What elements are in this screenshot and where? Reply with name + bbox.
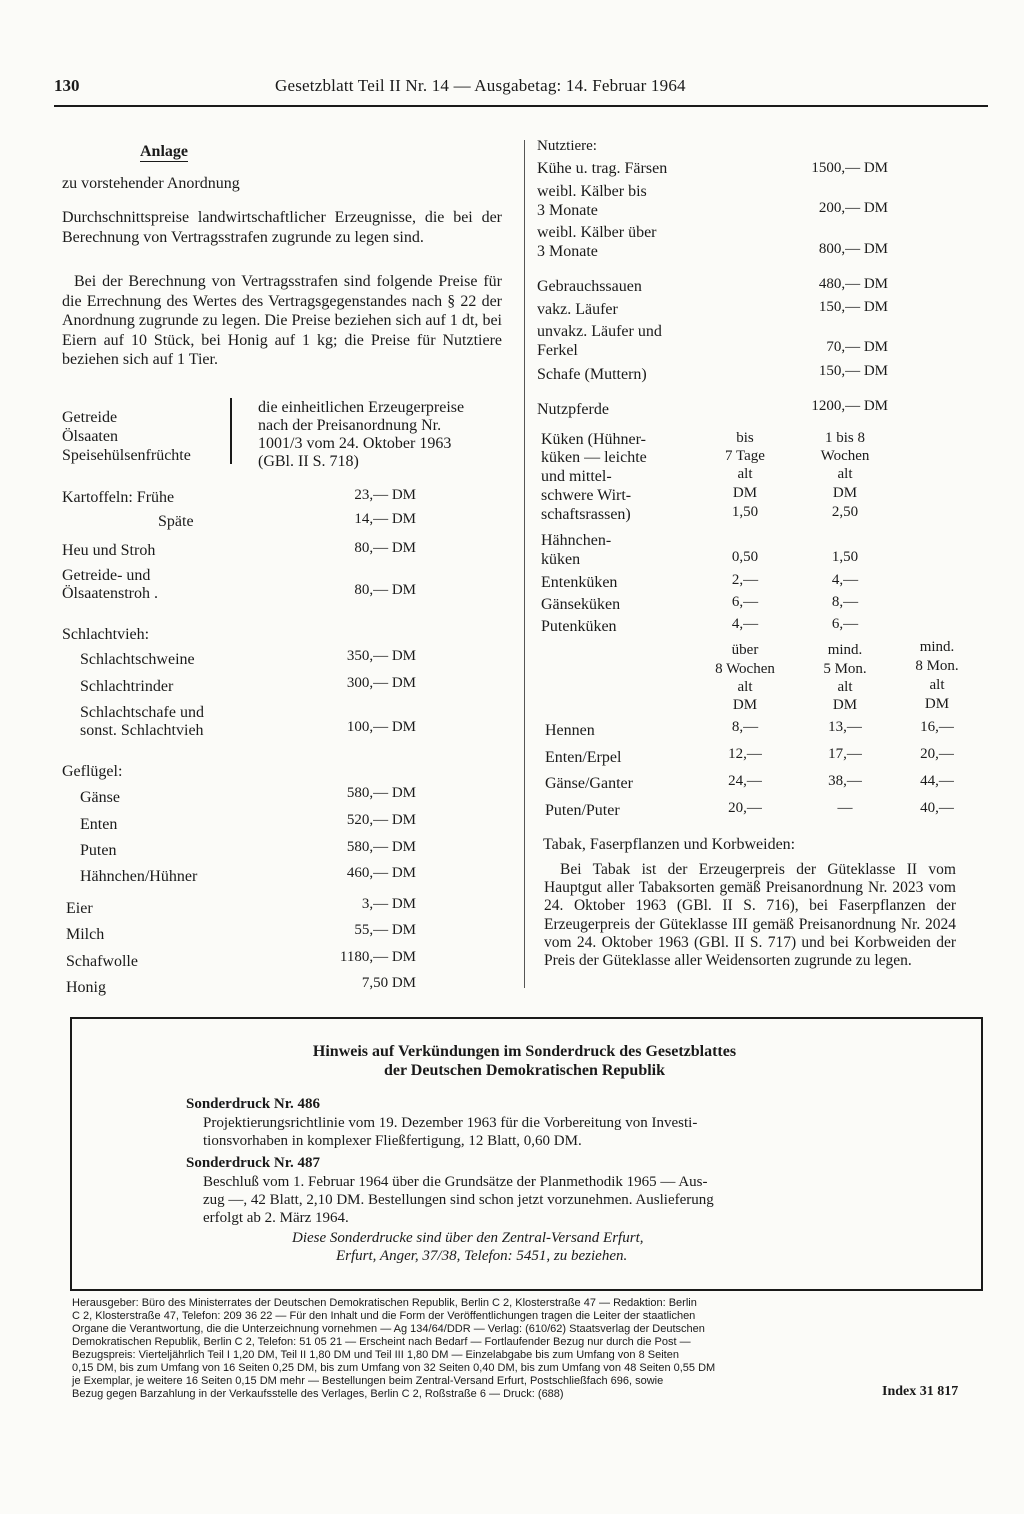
price-value: 1180,— DM: [339, 949, 416, 965]
kueken-label: schwere Wirt-: [541, 487, 632, 504]
imprint-line: Demokratischen Republik, Berlin C 2, Telefon: 51 05 21 — Erscheint nach Bedarf — Fortlaufender Bezug nur durch die Post —: [72, 1336, 691, 1348]
price-label: Kartoffeln: Frühe: [62, 489, 175, 506]
price-value: 1500,— DM: [811, 160, 888, 176]
price-label: Gebrauchssauen: [537, 278, 642, 295]
price-label: küken: [541, 551, 581, 568]
price-label: Puten: [80, 842, 117, 859]
price-value: 80,— DM: [354, 582, 416, 598]
price-value: 12,—: [728, 746, 762, 762]
price-label: sonst. Schlachtvieh: [80, 722, 204, 739]
index-number: Index 31 817: [882, 1384, 959, 1399]
price-value: 6,—: [831, 616, 859, 632]
bracket-item: Getreide: [62, 409, 118, 426]
bracket-item: Speisehülsenfrüchte: [62, 447, 191, 464]
price-value: 2,50: [831, 504, 859, 520]
price-value: 1,50: [731, 504, 759, 520]
sonderdruck-text: erfolgt ab 2. März 1964.: [203, 1210, 349, 1226]
price-value: 44,—: [920, 773, 954, 789]
notice-title: der Deutschen Demokratischen Republik: [383, 1062, 666, 1079]
price-label: Kühe u. trag. Färsen: [537, 160, 668, 177]
price-value: 4,—: [731, 616, 759, 632]
price-value: 20,—: [728, 800, 762, 816]
tabak-paragraph: Bei Tabak ist der Erzeugerpreis der Güteklasse II vom Hauptgut aller Tabaksorten gemäß Preisanordnung Nr. 2023 vom 24. Oktober 1963 (GBl. II S. 716), bei Faserpflanzen der Erzeugerpreis der Güteklasse III gemäß Preisanordnung Nr. 2024 vom 24. Oktober 1963 (GBl. II S. 717) und bei Korbweiden der Preis der Güteklasse aller Weidensorten zugrunde zu legen.: [544, 861, 956, 970]
page-header-title: Gesetzblatt Teil II Nr. 14 — Ausgabetag: 14. Februar 1964: [275, 76, 686, 95]
price-value: 520,— DM: [346, 812, 416, 828]
section-label: Tabak, Faserpflanzen und Korbweiden:: [543, 836, 796, 853]
column-head: DM: [732, 697, 758, 713]
price-value: 40,—: [920, 800, 954, 816]
notice-closing: Erfurt, Anger, 37/38, Telefon: 5451, zu beziehen.: [336, 1248, 628, 1264]
price-label: Getreide- und: [62, 567, 151, 584]
price-value: 7,50 DM: [361, 975, 416, 991]
imprint-line: C 2, Klosterstraße 47, Telefon: 209 36 22 — Für den Inhalt und die Form der Veröffentlichungen tragen die Leiter der staatlichen: [72, 1310, 696, 1322]
price-value: 17,—: [828, 746, 862, 762]
price-label: 3 Monate: [537, 202, 598, 219]
anlage-subtitle: zu vorstehender Anordnung: [62, 175, 240, 192]
price-value: 0,50: [731, 549, 759, 565]
price-value: 8,—: [831, 594, 859, 610]
price-value: 38,—: [828, 773, 862, 789]
sonderdruck-heading: Sonderdruck Nr. 486: [186, 1096, 321, 1112]
price-label: Enten/Erpel: [545, 749, 622, 766]
column-head: 7 Tage: [725, 448, 765, 464]
price-label: Gänse/Ganter: [545, 775, 633, 792]
price-label: Hähnchen-: [541, 532, 612, 549]
price-value: 580,— DM: [346, 785, 416, 801]
imprint-line: Organe die Verantwortung, die die Unterzeichnung vornehmen — Ag 134/64/DDR — Verlag: (610/62) Staatsverlag der Deutschen: [72, 1323, 705, 1335]
column-head: mind.: [827, 642, 863, 658]
section-label: Schlachtvieh:: [62, 626, 150, 643]
anlage-heading: Anlage: [140, 143, 188, 160]
price-value: 23,— DM: [354, 487, 416, 503]
sonderdruck-text: Projektierungsrichtlinie vom 19. Dezember 1963 für die Vorbereitung von Investi-: [203, 1115, 698, 1131]
price-label: Putenküken: [541, 618, 617, 635]
page-number: 130: [54, 76, 80, 95]
section-label: Geflügel:: [62, 763, 123, 780]
price-label: Ferkel: [537, 342, 578, 359]
price-value: 70,— DM: [826, 339, 888, 355]
column-head: DM: [832, 485, 858, 501]
price-value: 100,— DM: [346, 719, 416, 735]
kueken-label: küken — leichte: [541, 449, 647, 466]
sonderdruck-text: zug —, 42 Blatt, 2,10 DM. Bestellungen sind schon jetzt vorzunehmen. Auslieferung: [203, 1192, 714, 1208]
kueken-label: Küken (Hühner-: [541, 431, 646, 448]
column-head: alt: [929, 677, 945, 693]
price-value: 580,— DM: [346, 839, 416, 855]
column-head: 1 bis 8: [824, 430, 865, 446]
price-label: Schlachtschafe und: [80, 704, 204, 721]
price-value: 300,— DM: [346, 675, 416, 691]
bracket-note-line: 1001/3 vom 24. Oktober 1963: [258, 435, 452, 452]
column-head: alt: [837, 466, 853, 482]
column-head: alt: [737, 679, 753, 695]
price-value: 80,— DM: [354, 540, 416, 556]
column-divider: [524, 140, 525, 988]
intro-paragraph: Durchschnittspreise landwirtschaftlicher Erzeugnisse, die bei der Berechnung von Vertragsstrafen zugrunde zu legen sind.: [62, 209, 502, 246]
imprint-line: 0,15 DM, bis zum Umfang von 16 Seiten 0,25 DM, bis zum Umfang von 32 Seiten 0,40 DM, bis zum Umfang von 48 Seiten 0,55 DM: [72, 1362, 716, 1374]
price-value: 150,— DM: [818, 299, 888, 315]
price-value: 24,—: [728, 773, 762, 789]
column-head: alt: [737, 466, 753, 482]
bracket-note-line: (GBl. II S. 718): [258, 453, 359, 470]
price-value: 16,—: [920, 719, 954, 735]
price-value: 480,— DM: [818, 276, 888, 292]
imprint-line: Bezug gegen Barzahlung in der Verkaufsstelle des Verlages, Berlin C 2, Roßstraße 6 — Druck: (688): [72, 1388, 564, 1400]
price-value: 3,— DM: [361, 896, 416, 912]
price-value: 2,—: [731, 572, 759, 588]
rules-paragraph: Bei der Berechnung von Vertragsstrafen sind folgende Preise für die Errechnung des Wertes des Vertragsgegenstandes nach § 22 der Anordnung zugrunde zu legen. Die Preise beziehen sich auf 1 dt, bei Eiern auf 10 Stück, bei Honig auf 1 kg; die Preise für Nutztiere beziehen sich auf 1 Tier.: [62, 273, 502, 368]
imprint-line: je Exemplar, je weitere 16 Seiten 0,15 DM mehr — Bestellungen beim Zentral-Versand Erfurt, Postschließfach 696, sowie: [72, 1375, 664, 1387]
price-label: Nutzpferde: [537, 401, 609, 418]
bracket-note-line: nach der Preisanordnung Nr.: [258, 417, 442, 434]
column-head: über: [731, 642, 759, 658]
column-head: 8 Wochen: [715, 661, 775, 677]
bracket-note-line: die einheitlichen Erzeugerpreise: [258, 399, 465, 416]
notice-title: Hinweis auf Verkündungen im Sonderdruck des Gesetzblattes: [312, 1043, 737, 1060]
price-label: vakz. Läufer: [537, 301, 618, 318]
price-value: 1,50: [831, 549, 859, 565]
price-label: Schlachtrinder: [80, 678, 174, 695]
price-value: 20,—: [920, 746, 954, 762]
price-value: 350,— DM: [346, 648, 416, 664]
price-value: 200,— DM: [818, 200, 888, 216]
price-label: Gänse: [80, 789, 120, 806]
brace: [222, 398, 232, 464]
column-head: mind.: [919, 639, 955, 655]
price-label: Heu und Stroh: [62, 542, 156, 559]
price-value: 55,— DM: [354, 922, 416, 938]
price-label: Schafwolle: [66, 953, 138, 970]
sonderdruck-text: Beschluß vom 1. Februar 1964 über die Grundsätze der Planmethodik 1965 — Aus-: [203, 1174, 708, 1190]
price-value: 13,—: [828, 719, 862, 735]
price-value: 14,— DM: [354, 511, 416, 527]
kueken-label: und mittel-: [541, 468, 612, 485]
price-label: 3 Monate: [537, 243, 598, 260]
header-rule: [54, 105, 988, 107]
column-head: DM: [924, 696, 950, 712]
price-label: Eier: [66, 900, 93, 917]
price-value: —: [837, 800, 853, 816]
bracket-item: Ölsaaten: [62, 428, 118, 445]
column-head: DM: [832, 697, 858, 713]
price-value: 800,— DM: [818, 241, 888, 257]
price-value: 1200,— DM: [811, 398, 888, 414]
price-label: Hennen: [545, 722, 595, 739]
price-value: 8,—: [731, 719, 759, 735]
price-value: 460,— DM: [346, 865, 416, 881]
price-label: Entenküken: [541, 574, 618, 591]
imprint-line: Bezugspreis: Vierteljährlich Teil I 1,20 DM, Teil II 1,80 DM und Teil III 1,80 DM — Einzelabgabe bis zum Umfang von 8 Seiten: [72, 1349, 679, 1361]
section-label: Nutztiere:: [537, 138, 597, 154]
price-label: Hähnchen/Hühner: [80, 868, 198, 885]
column-head: alt: [837, 679, 853, 695]
price-label: weibl. Kälber bis: [537, 183, 647, 200]
price-label: Puten/Puter: [545, 802, 620, 819]
price-label: Schlachtschweine: [80, 651, 195, 668]
column-head: Wochen: [820, 448, 870, 464]
price-label: unvakz. Läufer und: [537, 323, 662, 340]
imprint-line: Herausgeber: Büro des Ministerrates der Deutschen Demokratischen Republik, Berlin C 2, Klosterstraße 47 — Redaktion: Berlin: [72, 1297, 697, 1309]
price-label: Ölsaatenstroh .: [62, 585, 158, 602]
price-value: 4,—: [831, 572, 859, 588]
price-label: Gänseküken: [541, 596, 621, 613]
sonderdruck-text: tionsvorhaben in komplexer Fließfertigung, 12 Blatt, 0,60 DM.: [203, 1133, 582, 1149]
price-label: Milch: [66, 926, 105, 943]
price-label: Honig: [66, 979, 106, 996]
kueken-label: schaftsrassen): [541, 506, 631, 523]
column-head: 5 Mon.: [823, 661, 867, 677]
price-label: Enten: [80, 816, 118, 833]
sonderdruck-heading: Sonderdruck Nr. 487: [186, 1155, 321, 1171]
column-head: DM: [732, 485, 758, 501]
price-value: 150,— DM: [818, 363, 888, 379]
price-label: Späte: [158, 513, 194, 530]
notice-closing: Diese Sonderdrucke sind über den Zentral-Versand Erfurt,: [292, 1230, 644, 1246]
column-head: bis: [736, 430, 754, 446]
column-head: 8 Mon.: [915, 658, 959, 674]
price-label: weibl. Kälber über: [537, 224, 657, 241]
price-label: Schafe (Muttern): [537, 366, 647, 383]
price-value: 6,—: [731, 594, 759, 610]
